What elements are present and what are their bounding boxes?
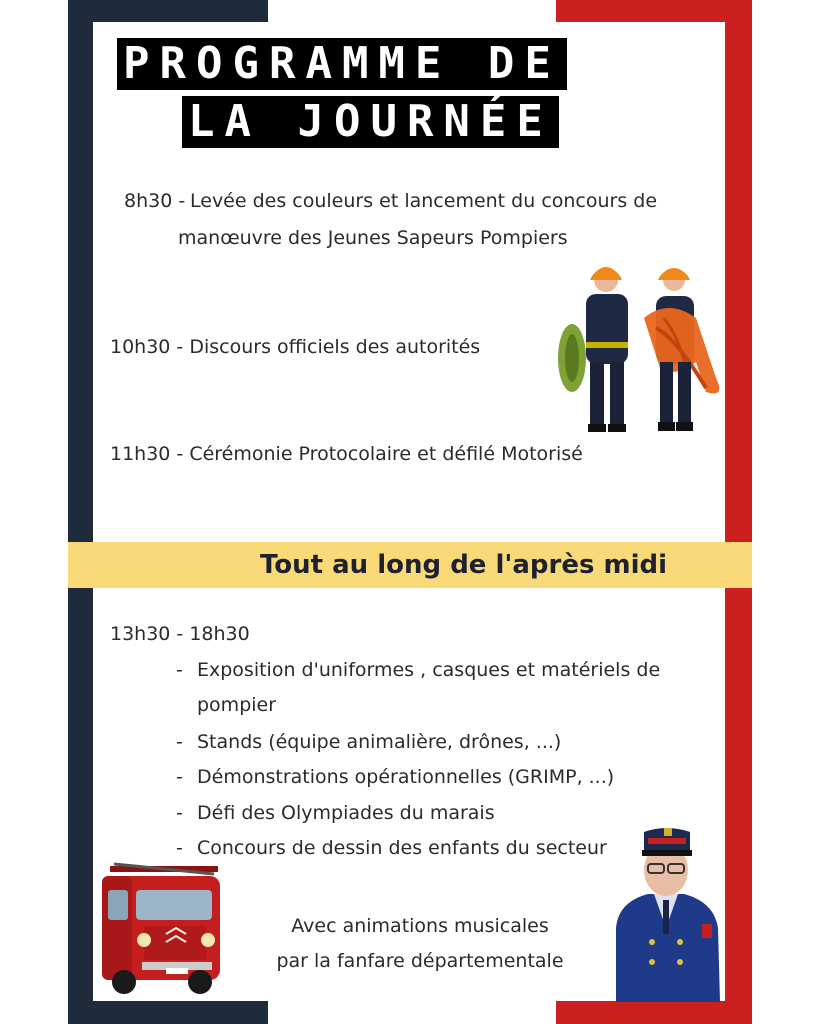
bullet-dash: -	[176, 837, 183, 859]
title-line-1: PROGRAMME DE	[117, 38, 567, 90]
bullet-dash: -	[176, 731, 183, 753]
event-11h30: 11h30 - Cérémonie Protocolaire et défilé Motorisé	[110, 443, 583, 465]
bullet-dash: -	[176, 659, 183, 681]
list-item: pompier	[197, 694, 277, 716]
bullet-dash: -	[176, 802, 183, 824]
event-10h30: 10h30 - Discours officiels des autorités	[110, 336, 481, 358]
musician-image	[608, 824, 724, 1002]
list-item: Défi des Olympiades du marais	[197, 802, 495, 824]
bullet-dash: -	[176, 766, 183, 788]
footer-line-2: par la fanfare départementale	[276, 950, 564, 972]
title-line-2: LA JOURNÉE	[182, 96, 559, 148]
footer-line-1: Avec animations musicales	[291, 915, 549, 937]
afternoon-heading-bar	[68, 542, 752, 588]
list-item: Stands (équipe animalière, drônes, ...)	[197, 731, 562, 753]
event-8h30-line1: Levée des couleurs et lancement du concours de	[190, 190, 658, 212]
fire-truck-image	[96, 860, 226, 998]
list-item: Exposition d'uniformes , casques et matériels de	[197, 659, 661, 681]
young-firefighters-image	[556, 258, 730, 434]
time-8h30: 8h30 -	[124, 190, 186, 212]
afternoon-heading: Tout au long de l'après midi	[260, 550, 668, 580]
afternoon-time-range: 13h30 - 18h30	[110, 623, 250, 645]
event-8h30-line2: manœuvre des Jeunes Sapeurs Pompiers	[178, 227, 568, 249]
list-item: Concours de dessin des enfants du secteur	[197, 837, 607, 859]
list-item: Démonstrations opérationnelles (GRIMP, ...)	[197, 766, 615, 788]
